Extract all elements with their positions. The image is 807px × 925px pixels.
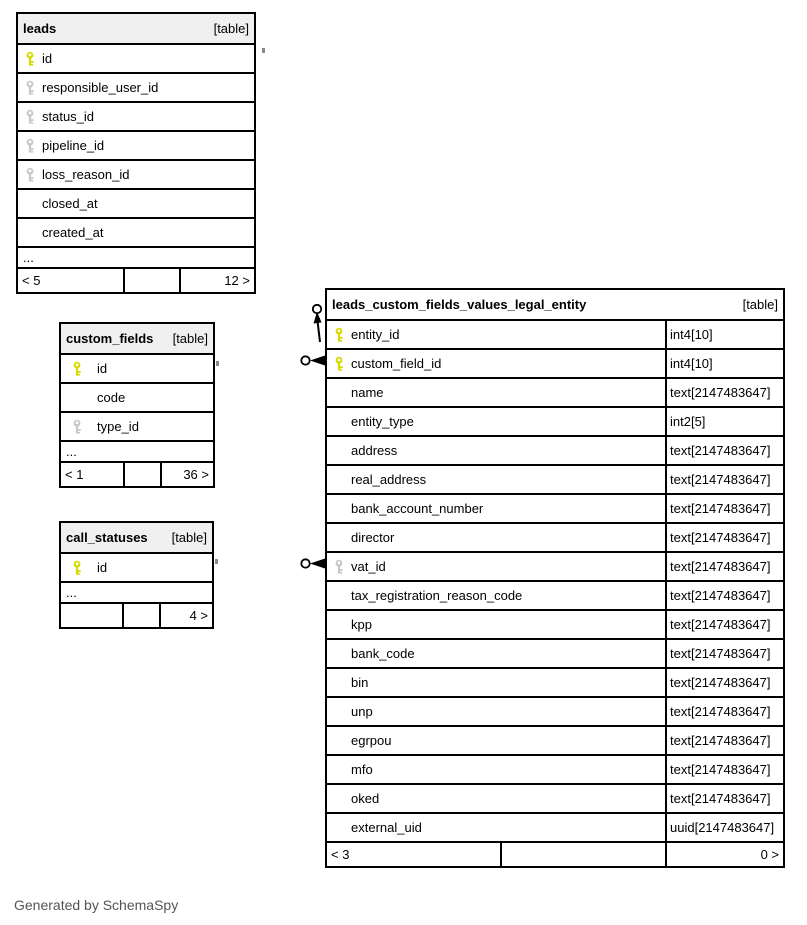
column-name: address (351, 443, 398, 458)
primary-key-icon (25, 51, 42, 66)
column-type: text[2147483647] (665, 495, 783, 522)
table-footer (327, 841, 783, 866)
table-leads-custom-fields-values-legal-entity (325, 288, 785, 868)
footer-children-count: 4 > (159, 604, 212, 627)
column-row-pipeline_id (18, 130, 254, 159)
footer-parents-count: < 5 (22, 273, 41, 288)
table-leads (16, 12, 256, 294)
footer-parents-count (61, 604, 122, 627)
column-name: closed_at (42, 196, 98, 211)
column-type: int4[10] (665, 350, 783, 377)
column-row-external_uid (327, 812, 783, 841)
table-header (61, 324, 213, 353)
table-footer (61, 602, 212, 627)
footer-parents-count: < 1 (65, 467, 84, 482)
column-name: bank_account_number (351, 501, 484, 516)
column-type: text[2147483647] (665, 466, 783, 493)
column-type: text[2147483647] (665, 698, 783, 725)
table-header (61, 523, 212, 552)
relationship-connector-entity-id-icon (296, 296, 326, 346)
column-type: text[2147483647] (665, 437, 783, 464)
column-name: entity_id (351, 327, 400, 342)
column-type: int2[5] (665, 408, 783, 435)
column-row-closed_at (18, 188, 254, 217)
column-name: pipeline_id (42, 138, 105, 153)
foreign-key-icon (72, 419, 88, 434)
more-columns-row: ... (61, 581, 212, 602)
column-name: custom_field_id (351, 356, 442, 371)
table-call-statuses (59, 521, 214, 629)
column-row-kpp (327, 609, 783, 638)
column-name: bank_code (351, 646, 415, 661)
table-columns (327, 319, 783, 841)
column-row-loss_reason_id (18, 159, 254, 188)
more-columns-row: ... (61, 440, 213, 461)
primary-key-icon (334, 327, 351, 342)
column-name: egrpou (351, 733, 392, 748)
column-type: text[2147483647] (665, 582, 783, 609)
column-name: id (97, 560, 108, 575)
column-type: text[2147483647] (665, 756, 783, 783)
footer-middle-cell (500, 843, 665, 866)
column-row-unp (327, 696, 783, 725)
table-columns (61, 552, 212, 602)
table-type-tag: [table] (213, 21, 249, 36)
column-name: bin (351, 675, 369, 690)
column-type: text[2147483647] (665, 640, 783, 667)
relationship-connector-vat-id-icon (298, 555, 326, 572)
column-type: text[2147483647] (665, 785, 783, 812)
edge-stub (262, 48, 265, 53)
generator-credit: Generated by SchemaSpy (14, 897, 179, 913)
column-name: unp (351, 704, 373, 719)
table-custom-fields (59, 322, 215, 488)
table-title[interactable]: custom_fields (66, 331, 154, 346)
primary-key-icon (334, 356, 351, 371)
table-header (18, 14, 254, 43)
column-row-entity_type (327, 406, 783, 435)
column-name: real_address (351, 472, 427, 487)
column-row-created_at (18, 217, 254, 246)
table-title[interactable]: leads_custom_fields_values_legal_entity (332, 297, 587, 312)
table-type-tag: [table] (171, 530, 207, 545)
column-row-egrpou (327, 725, 783, 754)
column-row-tax_registration_reason_code (327, 580, 783, 609)
column-row-responsible_user_id (18, 72, 254, 101)
column-name: created_at (42, 225, 104, 240)
column-type: text[2147483647] (665, 379, 783, 406)
table-columns (18, 43, 254, 267)
footer-children-count: 12 > (179, 269, 254, 292)
table-footer (18, 267, 254, 292)
table-footer (61, 461, 213, 486)
column-name: entity_type (351, 414, 414, 429)
foreign-key-icon (25, 109, 42, 124)
column-type: uuid[2147483647] (665, 814, 783, 841)
column-row-entity_id (327, 319, 783, 348)
column-name: status_id (42, 109, 95, 124)
edge-stub (215, 559, 218, 564)
footer-middle-cell (122, 604, 159, 627)
column-row-bin (327, 667, 783, 696)
more-columns-row: ... (18, 246, 254, 267)
column-name: director (351, 530, 395, 545)
column-row-oked (327, 783, 783, 812)
footer-middle-cell (123, 269, 179, 292)
table-header (327, 290, 783, 319)
footer-parents-count: < 3 (331, 847, 350, 862)
column-row-id (61, 353, 213, 382)
column-name: id (42, 51, 53, 66)
column-name: oked (351, 791, 380, 806)
column-row-bank_account_number (327, 493, 783, 522)
foreign-key-icon (25, 80, 42, 95)
column-row-type_id (61, 411, 213, 440)
footer-middle-cell (123, 463, 160, 486)
column-name: kpp (351, 617, 372, 632)
column-row-id (61, 552, 212, 581)
primary-key-icon (72, 361, 88, 376)
foreign-key-icon (25, 138, 42, 153)
column-name: external_uid (351, 820, 422, 835)
column-name: type_id (97, 419, 139, 434)
relationship-connector-custom-field-id-icon (298, 352, 326, 369)
edge-stub (216, 361, 219, 366)
column-row-real_address (327, 464, 783, 493)
column-type: text[2147483647] (665, 727, 783, 754)
column-name: id (97, 361, 108, 376)
column-row-director (327, 522, 783, 551)
column-type: int4[10] (665, 321, 783, 348)
column-row-name (327, 377, 783, 406)
column-name: vat_id (351, 559, 386, 574)
column-name: name (351, 385, 384, 400)
column-row-address (327, 435, 783, 464)
column-row-mfo (327, 754, 783, 783)
column-row-status_id (18, 101, 254, 130)
column-name: tax_registration_reason_code (351, 588, 523, 603)
table-columns (61, 353, 213, 461)
footer-children-count: 0 > (665, 843, 783, 866)
column-name: mfo (351, 762, 373, 777)
footer-children-count: 36 > (160, 463, 213, 486)
column-type: text[2147483647] (665, 524, 783, 551)
column-name: responsible_user_id (42, 80, 159, 95)
table-title[interactable]: call_statuses (66, 530, 148, 545)
table-title[interactable]: leads (23, 21, 57, 36)
column-row-code (61, 382, 213, 411)
table-type-tag: [table] (172, 331, 208, 346)
foreign-key-icon (334, 559, 351, 574)
table-type-tag: [table] (742, 297, 778, 312)
column-type: text[2147483647] (665, 611, 783, 638)
column-type: text[2147483647] (665, 669, 783, 696)
primary-key-icon (72, 560, 88, 575)
foreign-key-icon (25, 167, 42, 182)
column-name: loss_reason_id (42, 167, 130, 182)
column-row-custom_field_id (327, 348, 783, 377)
column-row-bank_code (327, 638, 783, 667)
column-name: code (97, 390, 126, 405)
column-type: text[2147483647] (665, 553, 783, 580)
column-row-vat_id (327, 551, 783, 580)
column-row-id (18, 43, 254, 72)
